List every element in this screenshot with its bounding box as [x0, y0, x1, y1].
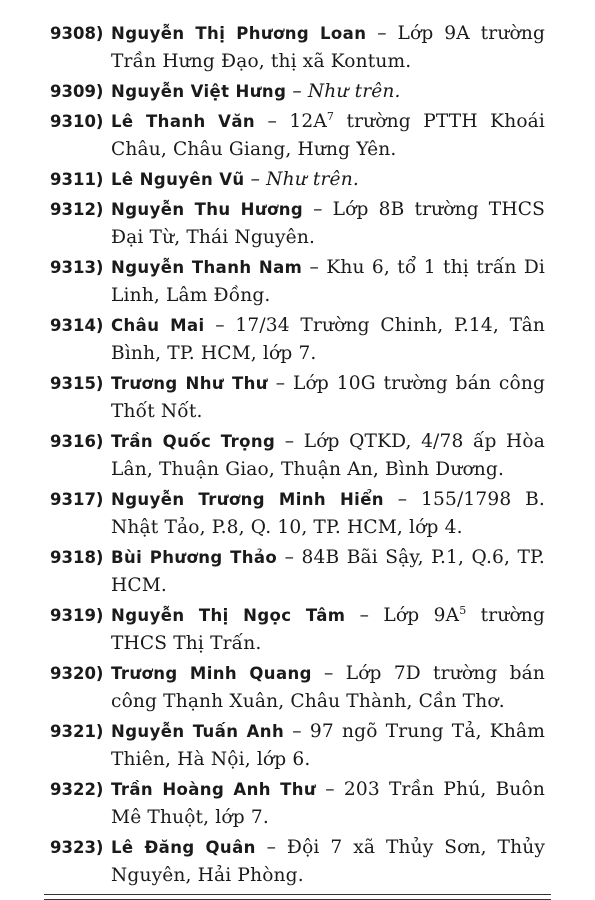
list-item — [0, 78, 595, 106]
entry-detail: – 84B Bãi Sậy, P.1, Q.6, TP. HCM. — [111, 547, 545, 596]
list-item — [0, 544, 595, 600]
list-item — [0, 428, 595, 484]
entry-number: 9322) — [50, 780, 104, 799]
bottom-double-rule — [44, 894, 551, 900]
entry-name: Trần Hoàng Anh Thư — [111, 780, 317, 799]
list-item — [0, 602, 595, 658]
entry-detail: – 155/1798 B. Nhật Tảo, P.8, Q. 10, TP. HCM, lớp 4. — [111, 489, 545, 538]
entry-name: Nguyễn Thị Ngọc Tâm — [111, 606, 346, 625]
entry-list — [0, 20, 595, 890]
entry-number: 9309) — [50, 82, 104, 101]
entry-detail: – Lớp 10G trường bán công Thốt Nốt. — [111, 373, 545, 422]
entry-name: Nguyễn Việt Hưng — [111, 82, 287, 101]
list-item — [0, 166, 595, 194]
entry-detail-continued: trường THCS Thị Trấn. — [111, 605, 545, 654]
entry-detail-continued: trường PTTH Khoái Châu, Châu Giang, Hưng Yên. — [111, 111, 546, 160]
entry-number: 9323) — [50, 838, 104, 857]
entry-detail: – Lớp 7D trường bán công Thạnh Xuân, Châu Thành, Cần Thơ. — [111, 663, 545, 712]
entry-name: Lê Nguyên Vũ — [111, 170, 245, 189]
list-item — [0, 834, 595, 890]
entry-name: Trương Như Thư — [111, 374, 268, 393]
entry-name: Nguyễn Thị Phương Loan — [111, 24, 367, 43]
list-item — [0, 312, 595, 368]
list-item — [0, 254, 595, 310]
entry-detail: – Như trên. — [244, 169, 359, 190]
list-item — [0, 370, 595, 426]
entry-detail: – Lớp 9A — [345, 605, 460, 626]
list-item — [0, 486, 595, 542]
entry-detail: – Khu 6, tổ 1 thị trấn Di Linh, Lâm Đồng. — [111, 257, 546, 306]
entry-number: 9308) — [50, 24, 104, 43]
entry-number: 9314) — [50, 316, 104, 335]
entry-name: Lê Đăng Quân — [111, 838, 256, 857]
entry-name: Bùi Phương Thảo — [111, 548, 278, 567]
entry-detail: – Đội 7 xã Thủy Sơn, Thủy Nguyên, Hải Phòng. — [111, 837, 545, 886]
entry-detail: – 97 ngõ Trung Tả, Khâm Thiên, Hà Nội, lớp 6. — [111, 721, 545, 770]
entry-number: 9318) — [50, 548, 104, 567]
entry-name: Nguyễn Tuấn Anh — [111, 722, 285, 741]
entry-detail: – 12A — [255, 111, 327, 132]
entry-number: 9313) — [50, 258, 104, 277]
entry-detail: – 203 Trần Phú, Buôn Mê Thuột, lớp 7. — [111, 779, 545, 828]
entry-detail: – Lớp 9A trường Trần Hưng Đạo, thị xã Kontum. — [111, 23, 545, 72]
list-item — [0, 20, 595, 76]
entry-detail-superscript: 5 — [459, 603, 467, 617]
list-item — [0, 776, 595, 832]
entry-name: Trương Minh Quang — [111, 664, 312, 683]
list-item — [0, 196, 595, 252]
entry-number: 9317) — [50, 490, 104, 509]
list-item — [0, 660, 595, 716]
entry-number: 9311) — [50, 170, 104, 189]
entry-number: 9321) — [50, 722, 104, 741]
entry-detail: – Lớp QTKD, 4/78 ấp Hòa Lân, Thuận Giao, Thuận An, Bình Dương. — [111, 431, 546, 480]
document-page — [0, 20, 595, 892]
entry-number: 9319) — [50, 606, 104, 625]
entry-name: Châu Mai — [111, 316, 205, 335]
list-item — [0, 718, 595, 774]
entry-number: 9320) — [50, 664, 104, 683]
entry-detail-superscript: 7 — [326, 109, 335, 123]
entry-name: Trần Quốc Trọng — [111, 432, 276, 451]
entry-detail: – 17/34 Trường Chinh, P.14, Tân Bình, TP. HCM, lớp 7. — [111, 315, 546, 364]
entry-detail: – Lớp 8B trường THCS Đại Từ, Thái Nguyên. — [111, 199, 545, 248]
entry-name: Lê Thanh Văn — [111, 112, 256, 131]
entry-number: 9312) — [50, 200, 104, 219]
entry-name: Nguyễn Thanh Nam — [111, 258, 303, 277]
entry-number: 9310) — [50, 112, 104, 131]
entry-name: Nguyễn Trương Minh Hiển — [111, 490, 384, 509]
entry-name: Nguyễn Thu Hương — [111, 200, 304, 219]
entry-detail: – Như trên. — [286, 81, 401, 102]
entry-number: 9315) — [50, 374, 104, 393]
entry-number: 9316) — [50, 432, 104, 451]
list-item — [0, 108, 595, 164]
